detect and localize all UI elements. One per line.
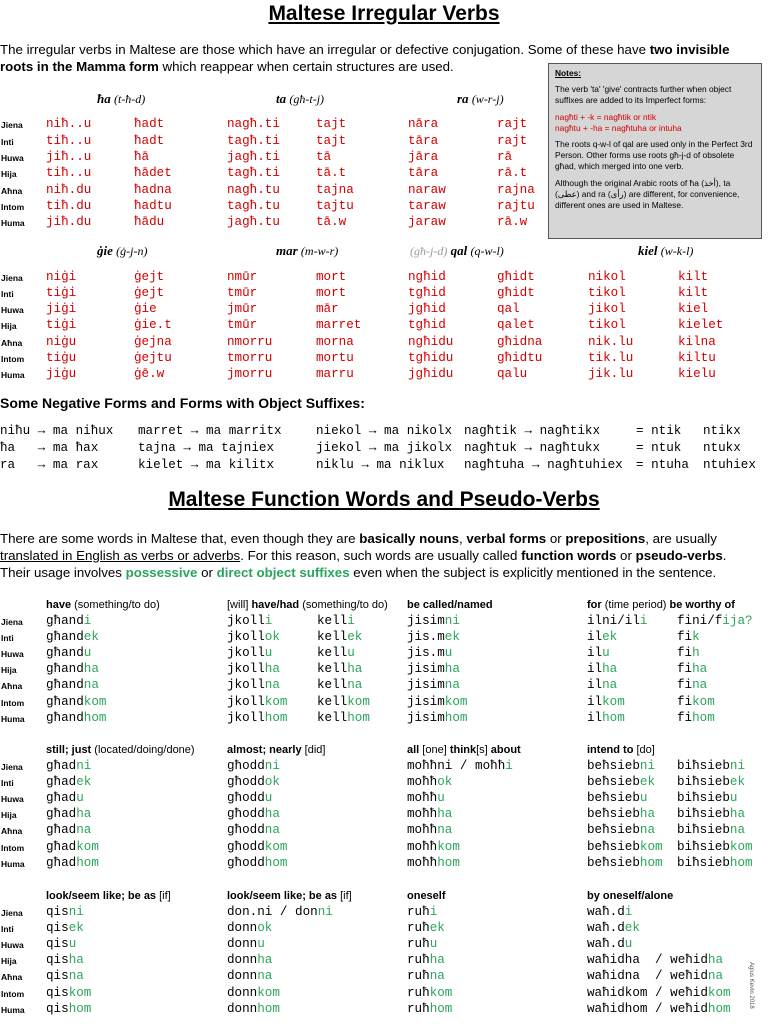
fw-cell: jisimha	[407, 662, 460, 677]
verb-imperfect: tiġi	[46, 318, 77, 332]
fw-cell: fina	[677, 678, 708, 693]
fw-header: for (time period) be worthy of	[587, 599, 735, 611]
verb-perfect: rā.t	[497, 166, 528, 180]
verb-perfect: ġejt	[134, 270, 165, 284]
fw-cell: fihom	[677, 710, 715, 725]
verb-perfect: ġejtu	[134, 351, 172, 365]
pronoun-label: Intom	[1, 354, 25, 364]
fw-header: oneself	[407, 890, 446, 902]
verb-imperfect: tgħid	[408, 286, 446, 300]
fw-cell: waħ.dek	[587, 921, 640, 936]
fw-cell: qisek	[46, 921, 84, 936]
fw-cell: ilhom	[587, 710, 625, 725]
fw-cell: għadni	[46, 759, 92, 773]
fw-cell: donnok	[227, 921, 273, 936]
neg-form: ntuhiex	[703, 458, 756, 472]
verb-perfect: kielu	[678, 367, 716, 381]
fw-cell: għoddha	[227, 807, 280, 822]
verb-perfect: tajna	[316, 183, 354, 197]
fw-cell: jkollhom	[227, 710, 288, 725]
verb-perfect: marru	[316, 367, 354, 381]
verb-imperfect: jikol	[588, 302, 626, 316]
intro-bold-2: roots in the Mamma form	[0, 59, 159, 74]
fw-cell: kellkom	[317, 694, 370, 709]
fw-cell: jkolli	[227, 614, 273, 628]
pronoun-label: Intom	[1, 988, 25, 999]
verb-perfect: mār	[316, 302, 339, 316]
neg-form: tajna → ma tajniex	[138, 441, 275, 455]
verb-header-qal: (għ-j-d) qal (q-w-l)	[410, 243, 504, 258]
pronoun-label: Intom	[1, 202, 25, 212]
verb-imperfect: nikol	[588, 270, 626, 284]
fw-cell: kellek	[317, 630, 363, 645]
verb-perfect: għidtu	[497, 351, 543, 365]
section-title-2: Maltese Function Words and Pseudo-Verbs	[168, 488, 600, 511]
verb-perfect: ġie	[134, 302, 157, 316]
neg-form: niklu → ma niklux	[316, 458, 445, 472]
fw-cell: biħsiebna	[677, 823, 746, 838]
pronoun-label: Huma	[1, 858, 25, 869]
verb-imperfect: tiħ.du	[46, 199, 92, 213]
verb-imperfect: tmūr	[227, 286, 258, 300]
notes-title: Notes:	[555, 68, 582, 78]
neg-form: = ntik	[636, 424, 682, 438]
pronoun-label: Huma	[1, 1004, 25, 1015]
intro-bold: two invisible	[649, 42, 730, 57]
verb-imperfect: jgħid	[408, 302, 446, 316]
fw-cell: għadek	[46, 775, 92, 790]
verb-perfect: tā.t	[316, 166, 347, 180]
fw-cell: ilni/ili	[587, 614, 648, 628]
verb-imperfect: ngħidu	[408, 335, 454, 349]
verb-header-ra: ra (w-r-j)	[457, 91, 504, 106]
fw-header: by oneself/alone	[587, 890, 674, 902]
pronoun-label: Huma	[1, 370, 25, 380]
verb-perfect: ħadtu	[134, 199, 172, 213]
fw-cell: jis.mu	[407, 646, 453, 661]
intro2-line-1: There are some words in Maltese that, even though they are basically nouns, verbal forms or prepositions, are usually	[0, 531, 717, 546]
verb-perfect: kilt	[678, 270, 709, 284]
pronoun-label: Huwa	[1, 794, 24, 805]
neg-form: = ntuk	[636, 441, 682, 455]
fw-cell: għoddkom	[227, 839, 288, 854]
verb-imperfect: tmūr	[227, 318, 258, 332]
fw-cell: ruħu	[407, 937, 438, 952]
verb-imperfect: tgħid	[408, 318, 446, 332]
intro-line-2	[0, 58, 454, 76]
verb-perfect: ħādu	[134, 215, 165, 229]
verb-imperfect: tiħ..u	[46, 166, 92, 180]
pronoun-label: Huwa	[1, 940, 24, 951]
fw-cell: qisu	[46, 937, 77, 952]
fw-cell: biħsiebek	[677, 775, 746, 790]
fw-header: [will] have/had (something/to do)	[227, 599, 388, 611]
verb-imperfect: tiħ..u	[46, 134, 92, 148]
fw-header: have (something/to do)	[46, 599, 160, 611]
fw-header: all [one] think[s] about	[407, 744, 521, 756]
verb-perfect: mort	[316, 286, 347, 300]
fw-cell: beħsiebhom	[587, 855, 663, 870]
fw-cell: għoddni	[227, 759, 280, 773]
neg-form: ra → ma rax	[0, 458, 99, 472]
verb-perfect: tajtu	[316, 199, 354, 213]
notes-example-1: nagħti + -k = nagħtik or ntik	[555, 111, 657, 122]
verb-perfect: ġē.w	[134, 367, 165, 381]
verb-perfect: qal	[497, 302, 520, 316]
fw-cell: beħsiebna	[587, 823, 656, 838]
fw-cell: waħ.du	[587, 937, 633, 952]
neg-title: Some Negative Forms and Forms with Object Suffixes:	[0, 395, 365, 411]
fw-cell: ruħkom	[407, 985, 453, 1000]
fw-cell: għandu	[46, 646, 92, 661]
fw-cell: qisha	[46, 953, 84, 968]
neg-form: nagħtuk → nagħtukx	[464, 441, 601, 455]
pronoun-label: Jiena	[1, 273, 23, 283]
fw-cell: jis.mek	[407, 630, 460, 645]
fw-cell: għandi	[46, 614, 92, 628]
fw-cell: ilu	[587, 646, 610, 661]
verb-imperfect: tiġi	[46, 286, 77, 300]
fw-cell: donnha	[227, 953, 273, 968]
fw-cell: għadna	[46, 823, 92, 838]
verb-imperfect: tmorru	[227, 351, 273, 365]
neg-form: = ntuha	[636, 458, 689, 472]
verb-imperfect: jagħ.tu	[227, 215, 280, 229]
fw-cell: biħsiebu	[677, 791, 738, 806]
fw-cell: għadkom	[46, 839, 99, 854]
fw-header: still; just (located/doing/done)	[46, 744, 195, 756]
verb-imperfect: jgħidu	[408, 367, 454, 381]
verb-perfect: tā.w	[316, 215, 347, 229]
pronoun-label: Huma	[1, 713, 25, 724]
neg-form: niekol → ma nikolx	[316, 424, 453, 438]
pronoun-label: Hija	[1, 169, 17, 179]
verb-imperfect: ngħid	[408, 270, 446, 284]
fw-cell: għadha	[46, 807, 92, 822]
notes-box	[548, 63, 762, 239]
verb-perfect: għidt	[497, 270, 535, 284]
fw-cell: qisna	[46, 969, 84, 984]
neg-form: nagħtik → nagħtikx	[464, 424, 601, 438]
verb-perfect: mort	[316, 270, 347, 284]
pronoun-label: Inti	[1, 289, 14, 299]
verb-imperfect: taraw	[408, 199, 446, 213]
fw-header: be called/named	[407, 599, 493, 611]
fw-cell: għandhom	[46, 710, 107, 725]
fw-cell: moħħha	[407, 807, 453, 822]
pronoun-label: Aħna	[1, 338, 23, 348]
fw-cell: moħħok	[407, 775, 453, 790]
fw-cell: beħsiebni	[587, 759, 656, 773]
verb-imperfect: tiġu	[46, 351, 77, 365]
verb-imperfect: nāra	[408, 117, 439, 131]
verb-imperfect: tikol	[588, 286, 626, 300]
verb-perfect: tajt	[316, 117, 347, 131]
notes-para-3: Although the original Arabic roots of ħa (أخذ), ta (عطى) and ra (رأى) are different, for convenience, different ones are used in Maltese.	[555, 177, 740, 211]
verb-perfect: rajt	[497, 134, 528, 148]
intro2-line-3: Their usage involves possessive or direct object suffixes even when the subject is explicitly mentioned in the sentence.	[0, 565, 717, 580]
verb-imperfect: nmorru	[227, 335, 273, 349]
verb-header-ha: ħa (t-ħ-d)	[97, 91, 146, 106]
verb-perfect: ħā	[134, 150, 150, 164]
verb-perfect: kilna	[678, 335, 716, 349]
intro-text: The irregular verbs in Maltese are those which have an irregular or defective conjugation. Some of these have	[0, 42, 650, 57]
pronoun-label: Inti	[1, 633, 14, 644]
pronoun-label: Huwa	[1, 649, 24, 660]
verb-perfect: ġie.t	[134, 318, 172, 332]
verb-header-mar: mar (m-w-r)	[276, 243, 339, 258]
neg-form: kielet → ma kilitx	[138, 458, 275, 472]
fw-header: look/seem like; be as [if]	[227, 890, 352, 902]
fw-cell: jisimna	[407, 678, 460, 693]
notes-para-2: The roots q-w-l of qal are used only in the Perfect 3rd Person. Other forms use roots għ-j-d of obsolete għad, which merged into one verb.	[555, 139, 753, 172]
pronoun-label: Jiena	[1, 617, 23, 627]
fw-cell: biħsiebhom	[677, 855, 753, 870]
fw-cell: donnna	[227, 969, 273, 984]
fw-cell: beħsiebkom	[587, 839, 663, 854]
pronoun-label: Hija	[1, 956, 17, 967]
fw-cell: fini/fija?	[677, 614, 753, 628]
fw-cell: beħsiebu	[587, 791, 648, 806]
verb-header-ta: ta (għ-t-j)	[276, 91, 325, 106]
fw-cell: ilha	[587, 662, 618, 677]
verb-perfect: kiel	[678, 302, 709, 316]
verb-imperfect: jiħ..u	[46, 150, 92, 164]
intro-text-2: which reappear when certain structures are used.	[158, 59, 454, 74]
verb-header-gie: ġie (ġ-j-n)	[97, 243, 148, 258]
fw-cell: kelli	[317, 614, 355, 628]
fw-header: almost; nearly [did]	[227, 744, 326, 756]
verb-perfect: ġejt	[134, 286, 165, 300]
neg-form: niħu → ma niħux	[0, 424, 114, 438]
verb-perfect: morna	[316, 335, 354, 349]
fw-cell: fik	[677, 630, 700, 645]
fw-cell: don.ni / donni	[227, 905, 333, 919]
fw-cell: kellha	[317, 662, 363, 677]
verb-imperfect: naraw	[408, 183, 446, 197]
verb-imperfect: jik.lu	[588, 367, 634, 381]
verb-header-kiel: kiel (w-k-l)	[638, 243, 694, 258]
fw-cell: waħidna / weħidna	[587, 969, 724, 984]
fw-header: look/seem like; be as [if]	[46, 890, 171, 902]
verb-imperfect: tagħ.ti	[227, 166, 280, 180]
fw-cell: biħsiebha	[677, 807, 746, 822]
fw-cell: moħħhom	[407, 855, 460, 870]
pronoun-label: Huwa	[1, 153, 24, 163]
verb-perfect: qalet	[497, 318, 535, 332]
fw-cell: għadu	[46, 791, 84, 806]
fw-cell: jkollu	[227, 646, 273, 661]
fw-cell: jkollok	[227, 630, 280, 645]
fw-cell: ruħi	[407, 905, 438, 919]
verb-imperfect: niġi	[46, 270, 77, 284]
verb-perfect: qalu	[497, 367, 528, 381]
pronoun-label: Hija	[1, 665, 17, 676]
verb-perfect: ħadt	[134, 134, 165, 148]
verb-perfect: kiltu	[678, 351, 716, 365]
fw-cell: waħidha / weħidha	[587, 953, 724, 968]
fw-cell: kellu	[317, 646, 355, 661]
verb-perfect: ħādet	[134, 166, 172, 180]
pronoun-label: Intom	[1, 842, 25, 853]
fw-cell: waħidkom / weħidkom	[587, 985, 731, 1000]
fw-cell: ruħha	[407, 953, 445, 968]
verb-perfect: tajt	[316, 134, 347, 148]
pronoun-label: Jiena	[1, 762, 23, 772]
verb-imperfect: tikol	[588, 318, 626, 332]
verb-perfect: ħadt	[134, 117, 165, 131]
fw-cell: għandkom	[46, 694, 107, 709]
verb-imperfect: nik.lu	[588, 335, 634, 349]
verb-imperfect: jiġi	[46, 302, 77, 316]
verb-imperfect: tagħ.tu	[227, 199, 280, 213]
verb-perfect: ġejna	[134, 335, 172, 349]
verb-imperfect: nagħ.ti	[227, 117, 280, 131]
fw-cell: moħħna	[407, 823, 453, 838]
verb-imperfect: tik.lu	[588, 351, 634, 365]
page-title: Maltese Irregular Verbs	[268, 2, 500, 25]
verb-perfect: ħadna	[134, 183, 172, 197]
fw-cell: ruħhom	[407, 1001, 453, 1016]
fw-cell: għandek	[46, 630, 99, 645]
neg-form: nagħtuha → nagħtuhiex	[464, 458, 623, 472]
notes-example-2: nagħtu + -ha = nagħtuha or intuha	[555, 122, 682, 133]
pronoun-label: Jiena	[1, 908, 23, 918]
fw-cell: jisimni	[407, 614, 460, 628]
verb-imperfect: jaraw	[408, 215, 446, 229]
verb-imperfect: jāra	[408, 150, 439, 164]
verb-perfect: għidt	[497, 286, 535, 300]
fw-cell: moħħu	[407, 791, 445, 806]
verb-imperfect: jiħ.du	[46, 215, 92, 229]
verb-perfect: rā.w	[497, 215, 528, 229]
fw-cell: fih	[677, 646, 700, 661]
pronoun-label: Aħna	[1, 186, 23, 196]
fw-cell: għoddu	[227, 791, 273, 806]
verb-imperfect: jmūr	[227, 302, 258, 316]
verb-imperfect: nmūr	[227, 270, 258, 284]
fw-cell: għadhom	[46, 855, 99, 870]
fw-cell: jkollha	[227, 662, 280, 677]
verb-imperfect: tāra	[408, 166, 439, 180]
neg-form: ntukx	[703, 441, 741, 455]
verb-imperfect: niħ..u	[46, 117, 92, 131]
fw-cell: jkollna	[227, 678, 280, 693]
fw-cell: jisimkom	[407, 694, 468, 709]
neg-form: marret → ma marritx	[138, 424, 282, 438]
intro-line-1	[0, 41, 729, 59]
fw-cell: ilek	[587, 630, 618, 645]
verb-imperfect: niġu	[46, 335, 77, 349]
fw-cell: beħsiebha	[587, 807, 656, 822]
verb-imperfect: tagħ.ti	[227, 134, 280, 148]
pronoun-label: Hija	[1, 810, 17, 821]
pronoun-label: Aħna	[1, 681, 23, 692]
fw-cell: fikom	[677, 694, 715, 709]
fw-cell: qiskom	[46, 985, 92, 1000]
fw-cell: ruħna	[407, 969, 445, 984]
verb-perfect: rā	[497, 150, 513, 164]
verb-perfect: rajna	[497, 183, 535, 197]
fw-cell: beħsiebek	[587, 775, 656, 790]
fw-cell: fiha	[677, 662, 708, 677]
verb-perfect: tā	[316, 150, 332, 164]
verb-perfect: rajt	[497, 117, 528, 131]
fw-cell: jkollkom	[227, 694, 288, 709]
pronoun-label: Inti	[1, 924, 14, 935]
pronoun-label: Jiena	[1, 120, 23, 130]
fw-cell: biħsiebni	[677, 759, 746, 773]
neg-form: ħa → ma ħax	[0, 441, 99, 455]
fw-cell: jisimhom	[407, 710, 468, 725]
pronoun-label: Intom	[1, 697, 25, 708]
fw-cell: moħħni / moħħi	[407, 759, 513, 773]
fw-cell: ilna	[587, 678, 618, 693]
verb-perfect: marret	[316, 318, 362, 332]
pronoun-label: Inti	[1, 137, 14, 147]
pronoun-label: Huma	[1, 218, 25, 228]
notes-para-1: The verb 'ta' 'give' contracts further when object suffixes are added to its Imperfect forms:	[555, 84, 732, 106]
pronoun-label: Aħna	[1, 972, 23, 983]
verb-imperfect: nagħ.tu	[227, 183, 280, 197]
pronoun-label: Inti	[1, 778, 14, 789]
fw-cell: għoddna	[227, 823, 280, 838]
neg-form: ntikx	[703, 424, 741, 438]
fw-cell: ruħek	[407, 921, 445, 936]
verb-perfect: kielet	[678, 318, 724, 332]
fw-cell: moħħkom	[407, 839, 460, 854]
signature: Agius Kevin 2018	[748, 962, 754, 1009]
pronoun-label: Huwa	[1, 305, 24, 315]
verb-imperfect: tāra	[408, 134, 439, 148]
pronoun-label: Aħna	[1, 826, 23, 837]
fw-header: intend to [do]	[587, 744, 655, 756]
neg-form: jiekol → ma jikolx	[316, 441, 453, 455]
fw-cell: ilkom	[587, 694, 625, 709]
fw-cell: għoddhom	[227, 855, 288, 870]
fw-cell: kellhom	[317, 710, 370, 725]
verb-imperfect: jmorru	[227, 367, 273, 381]
fw-cell: kellna	[317, 678, 363, 693]
verb-imperfect: tgħidu	[408, 351, 454, 365]
fw-cell: qishom	[46, 1001, 92, 1016]
intro2-line-2: translated in English as verbs or adverbs. For this reason, such words are usually called function words or pseudo-verbs.	[0, 548, 727, 563]
verb-imperfect: jagħ.ti	[227, 150, 280, 164]
fw-cell: waħ.di	[587, 905, 633, 919]
fw-cell: donnkom	[227, 985, 280, 1000]
fw-cell: għoddok	[227, 775, 280, 790]
verb-perfect: mortu	[316, 351, 354, 365]
verb-perfect: kilt	[678, 286, 709, 300]
verb-imperfect: niħ.du	[46, 183, 92, 197]
fw-cell: biħsiebkom	[677, 839, 753, 854]
fw-cell: għandha	[46, 662, 99, 677]
verb-perfect: rajtu	[497, 199, 535, 213]
fw-cell: waħidhom / weħidhom	[587, 1001, 731, 1016]
fw-cell: donnhom	[227, 1001, 280, 1016]
verb-perfect: għidna	[497, 335, 543, 349]
fw-cell: għandna	[46, 678, 99, 693]
pronoun-label: Hija	[1, 321, 17, 331]
verb-imperfect: jiġu	[46, 367, 77, 381]
fw-cell: qisni	[46, 905, 84, 919]
fw-cell: donnu	[227, 937, 265, 952]
